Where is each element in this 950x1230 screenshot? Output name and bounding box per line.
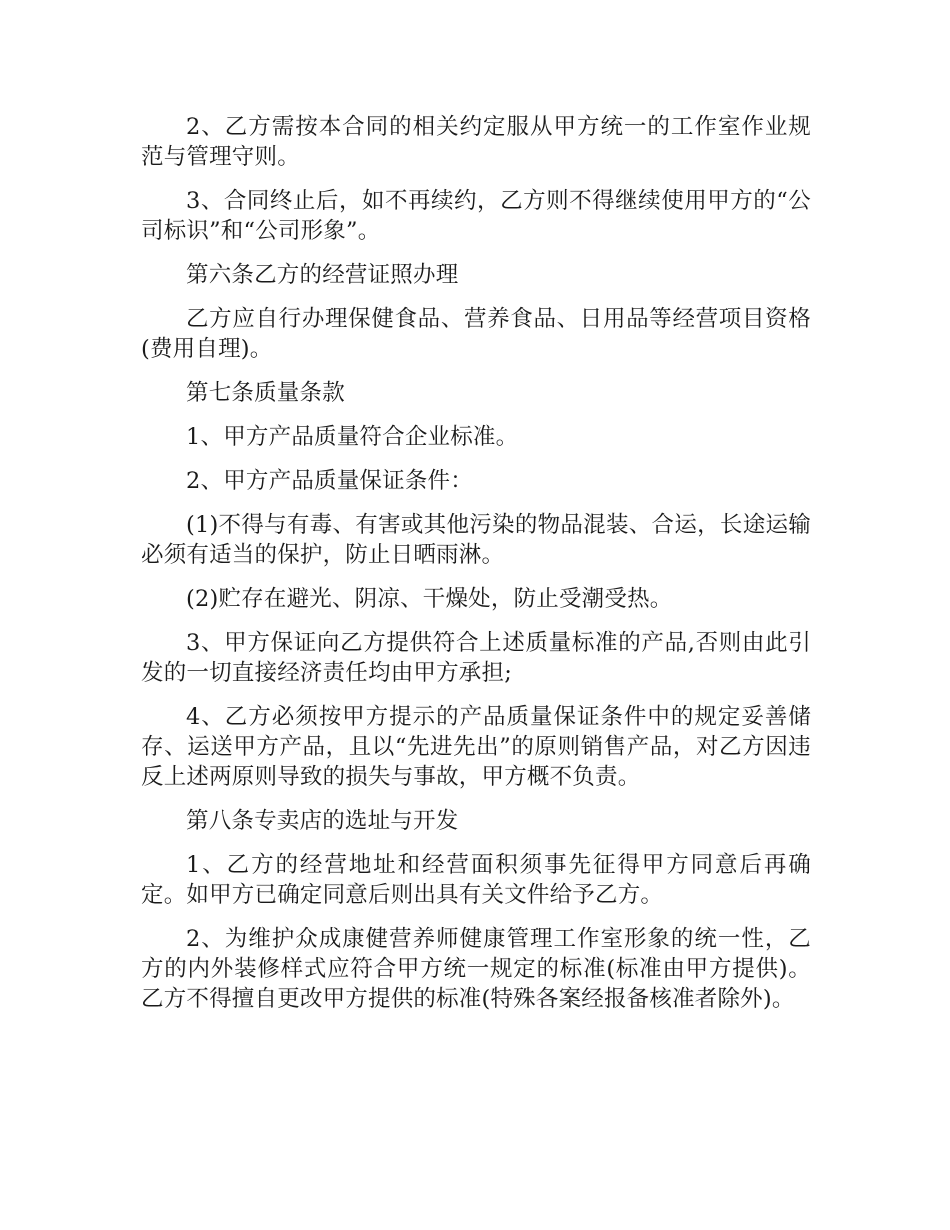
clause-paragraph: (1)不得与有毒、有害或其他污染的物品混装、合运，长途运输必须有适当的保护，防止日晒雨淋。	[141, 512, 811, 568]
clause-paragraph: (2)贮存在避光、阴凉、干燥处，防止受潮受热。	[186, 586, 673, 612]
clause-paragraph: 2、乙方需按本合同的相关约定服从甲方统一的工作室作业规范与管理守则。	[141, 114, 811, 170]
clause-paragraph: 4、乙方必须按甲方提示的产品质量保证条件中的规定妥善储存、运送甲方产品，且以“先进先出”的原则销售产品，对乙方因违反上述两原则导致的损失与事故，甲方概不负责。	[141, 704, 811, 790]
clause-paragraph: 乙方应自行办理保健食品、营养食品、日用品等经营项目资格(费用自理)。	[141, 306, 811, 362]
clause-paragraph: 1、甲方产品质量符合企业标准。	[186, 424, 519, 450]
article-heading: 第六条乙方的经营证照办理	[186, 262, 459, 288]
clause-paragraph: 3、甲方保证向乙方提供符合上述质量标准的产品,否则由此引发的一切直接经济责任均由甲方承担;	[141, 630, 811, 686]
article-heading: 第八条专卖店的选址与开发	[186, 808, 459, 834]
article-heading: 第七条质量条款	[186, 380, 345, 406]
document-body	[141, 112, 811, 1028]
clause-paragraph: 1、乙方的经营地址和经营面积须事先征得甲方同意后再确定。如甲方已确定同意后则出具有关文件给予乙方。	[141, 852, 811, 908]
clause-paragraph: 2、甲方产品质量保证条件：	[186, 468, 473, 494]
clause-paragraph: 2、为维护众成康健营养师健康管理工作室形象的统一性，乙方的内外装修样式应符合甲方统一规定的标准(标准由甲方提供)。乙方不得擅自更改甲方提供的标准(特殊各案经报备核准者除外)。	[141, 926, 811, 1012]
clause-paragraph: 3、合同终止后，如不再续约，乙方则不得继续使用甲方的“公司标识”和“公司形象”。	[141, 188, 811, 244]
